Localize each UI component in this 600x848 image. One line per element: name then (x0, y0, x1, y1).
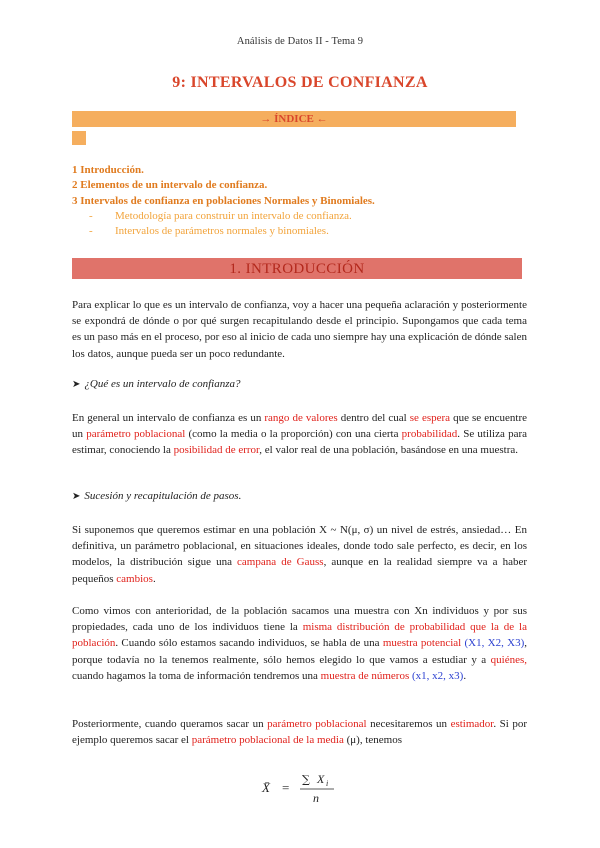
document-title: 9: INTERVALOS DE CONFIANZA (172, 74, 428, 91)
text-run: Posteriormente, cuando queramos sacar un (72, 718, 268, 730)
paragraph-intro: Para explicar lo que es un intervalo de confianza, voy a hacer una pequeña aclaración y posteriormente se expondrá de dónde o por qué surgen recapitulando desde el principio. Supongamos que cada tema es un paso más en el proceso, por eso al inicio de cada uno siempre hay una explicación de dónde salen los datos, aunque pueda ser un poco redundante. (72, 299, 527, 360)
highlight-text: quiénes, (490, 653, 527, 666)
text-run: , el valor real de una población, basándose en una muestra. (259, 444, 518, 457)
text-run: , porque todavía no la tenemos realmente, sólo hemos elegido lo que vamos a estudiar y a (72, 637, 527, 666)
blue-text: (X1, X2, X3) (464, 637, 525, 650)
dash-bullet: - (89, 209, 93, 222)
toc-item-introduccion[interactable]: 1 Introducción. (72, 164, 144, 176)
text-run: . (152, 572, 156, 585)
highlight-text: rango de valores (264, 412, 338, 424)
formula-lhs: X̄ (262, 780, 270, 795)
toc-subitem-metodologia[interactable] (72, 209, 532, 224)
index-label: ÍNDICE (274, 113, 314, 125)
text-run: dentro del cual (337, 412, 410, 424)
toc-item-elementos[interactable]: 2 Elementos de un intervalo de confianza. (72, 179, 268, 192)
dash-bullet: - (89, 225, 93, 238)
paragraph-population (72, 522, 527, 587)
blue-text: (x1, x2, x3) (412, 669, 464, 682)
highlight-text: muestra potencial (382, 637, 462, 650)
highlight-text: probabilidad (401, 428, 458, 441)
toc-subitem-label: Intervalos de parámetros normales y binomiales. (115, 225, 329, 238)
text-run: , aunque en la realidad siempre va a haber pequeños (72, 556, 527, 585)
formula-variable: X (317, 772, 325, 786)
highlight-text: se espera (409, 412, 451, 424)
right-arrow-icon: → (260, 113, 272, 125)
mean-estimator-formula (258, 768, 348, 808)
arrowhead-bullet-icon: ➤ (72, 491, 81, 502)
text-run: (μ), tenemos (343, 734, 402, 747)
highlight-text: muestra de números (320, 669, 410, 682)
arrowhead-bullet-icon: ➤ (72, 379, 81, 390)
paragraph-definition (72, 410, 527, 459)
highlight-text: cambios (116, 572, 153, 585)
text-run: En general un intervalo de confianza es un (72, 412, 265, 424)
formula-sum-symbol: ∑ (302, 773, 310, 786)
subheading-label: ¿Qué es un intervalo de confianza? (84, 378, 241, 390)
text-run: Si suponemos que queremos estimar en una población X ~ N(μ, σ) un nivel de estrés, ansiedad… En definitiva, un parámetro poblacional, en situaciones ideales, donde todo sale perfecto, es decir, en los modelos, la distribución sigue una (72, 524, 527, 569)
paragraph-estimator (72, 716, 527, 748)
toc-subitem-parametros[interactable] (72, 224, 532, 239)
highlight-text: parámetro poblacional (267, 718, 367, 730)
left-arrow-icon: ← (316, 113, 328, 125)
formula-subscript: i (326, 779, 329, 788)
text-run: . Cuando sólo estamos sacando individuos, se habla de una (115, 637, 383, 650)
running-header: Análisis de Datos II - Tema 9 (236, 36, 364, 47)
index-header-bar (72, 111, 516, 127)
highlight-text: misma distribución de probabilidad que la de la población (72, 621, 527, 650)
text-run: Como vimos con anterioridad, de la población sacamos una muestra con Xn individuos y por sus propiedades, cada uno de los individuos tiene la (72, 605, 527, 634)
toc-item-intervalos[interactable]: 3 Intervalos de confianza en poblaciones Normales y Binomiales. (72, 194, 375, 207)
formula-equals: = (282, 780, 290, 795)
highlight-text: estimador (450, 718, 494, 730)
subheading-que-es (72, 378, 241, 390)
text-run: cuando hagamos la toma de información tendremos una (72, 669, 321, 682)
text-run: . Se utiliza para estimar, conociendo la (72, 428, 527, 457)
highlight-text: campana de Gauss (237, 556, 324, 569)
formula-denominator: n (313, 791, 319, 805)
text-run: . Si por ejemplo queremos sacar el (72, 718, 528, 747)
text-run: que se encuentre un (72, 412, 527, 441)
subheading-sucesion (72, 490, 241, 502)
subheading-label: Sucesión y recapitulación de pasos. (84, 490, 242, 502)
decorative-square (72, 131, 86, 145)
highlight-text: posibilidad de error (173, 444, 260, 457)
toc-subitem-label: Metodología para construir un intervalo de confianza. (115, 209, 352, 222)
highlight-text: parámetro poblacional (86, 428, 186, 441)
table-of-contents (72, 163, 532, 239)
highlight-text: parámetro poblacional de la media (191, 734, 344, 747)
section-heading-introduccion: 1. INTRODUCCIÓN (72, 258, 522, 279)
text-run: . (463, 669, 467, 682)
text-run: (como la media o la proporción) con una cierta (185, 428, 402, 441)
paragraph-sample (72, 603, 527, 684)
text-run: necesitaremos un (366, 718, 451, 730)
